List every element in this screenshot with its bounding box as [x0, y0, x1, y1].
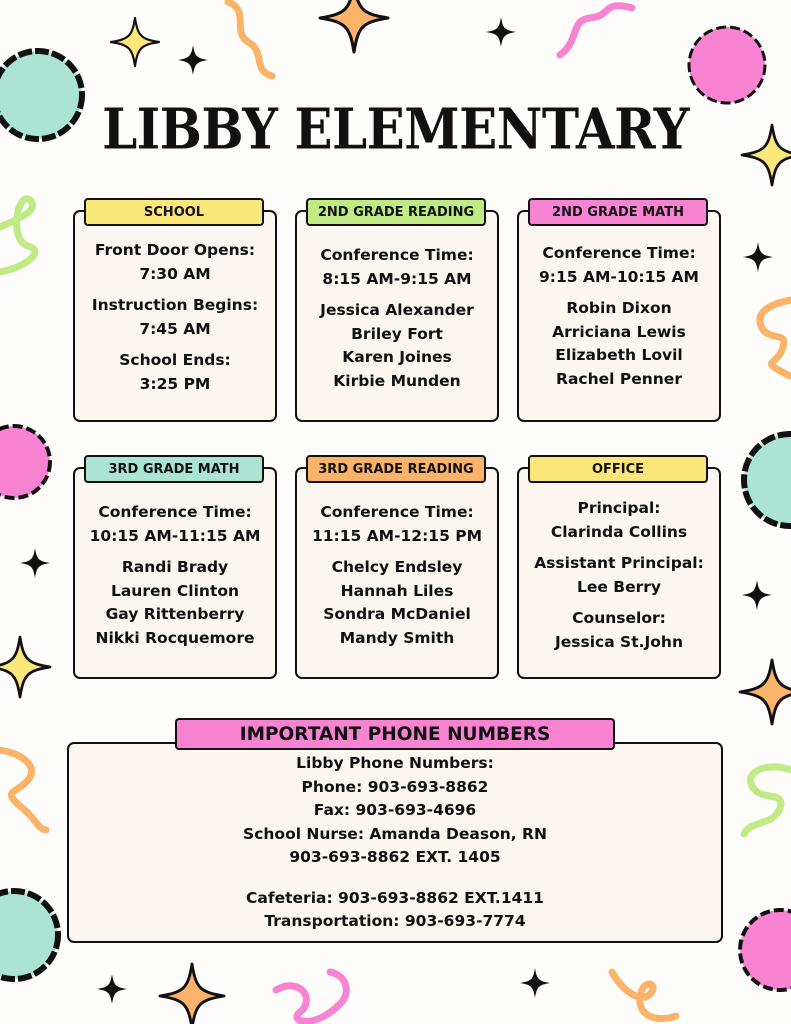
scallop-blob-icon [740, 910, 791, 990]
card-line: Jessica Alexander [320, 301, 474, 319]
card-school [73, 210, 277, 422]
sparkle-star-icon [160, 964, 224, 1024]
squiggle-ribbon-icon [0, 750, 46, 830]
card-line: Elizabeth Lovil [555, 346, 683, 364]
scallop-blob-icon [0, 426, 50, 498]
card-label-3rd-grade-reading: 3RD GRADE READING [306, 455, 486, 483]
scallop-blob-icon [744, 434, 791, 526]
card-3rd-grade-math [73, 467, 277, 679]
card-line: Arriciana Lewis [552, 322, 686, 341]
sparkle-star-icon [111, 18, 159, 66]
sparkle-star-icon [742, 580, 772, 610]
card-line: Lauren Clinton [110, 581, 240, 600]
sparkle-star-icon [743, 242, 773, 272]
sparkle-star-icon [740, 660, 791, 724]
card-line: Lee Berry [576, 577, 662, 596]
squiggle-ribbon-icon [228, 2, 272, 76]
card-label-3rd-grade-math: 3RD GRADE MATH [84, 455, 264, 483]
card-line: Jessica St.John [554, 632, 684, 651]
sparkle-star-icon [320, 0, 388, 52]
card-line: 9:15 AM-10:15 AM [539, 267, 699, 286]
card-3rd-grade-reading [295, 467, 499, 679]
card-line: Gay Rittenberry [105, 605, 245, 623]
page-title: LIBBY ELEMENTARY [102, 96, 689, 163]
card-line: Conference Time: [320, 246, 474, 264]
phone-numbers-label: IMPORTANT PHONE NUMBERS [175, 718, 615, 750]
card-line: Conference Time: [542, 244, 696, 262]
phone-numbers-body [67, 752, 723, 934]
squiggle-ribbon-icon [276, 972, 346, 1022]
squiggle-ribbon-icon [744, 767, 791, 834]
phone-line: Fax: 903-693-4696 [313, 801, 477, 819]
card-body [519, 242, 719, 391]
card-line: Hannah Liles [340, 581, 454, 600]
card-line: Sondra McDaniel [323, 605, 471, 623]
card-line: Briley Fort [351, 324, 443, 343]
squiggle-ribbon-icon [760, 300, 791, 376]
card-line: Robin Dixon [566, 299, 672, 317]
card-line: Counselor: [572, 609, 666, 627]
card-body [75, 239, 275, 396]
card-label-2nd-grade-math: 2ND GRADE MATH [528, 198, 708, 226]
phone-line: Libby Phone Numbers: [296, 754, 494, 772]
card-line: School Ends: [119, 351, 231, 369]
card-line: Instruction Begins: [91, 296, 259, 314]
card-line: Rachel Penner [556, 369, 682, 388]
card-label-2nd-grade-reading: 2ND GRADE READING [306, 198, 486, 226]
card-body [297, 501, 497, 650]
card-line: 8:15 AM-9:15 AM [322, 269, 472, 288]
sparkle-star-icon [97, 974, 127, 1004]
card-line: 11:15 AM-12:15 PM [311, 526, 483, 545]
card-line: 10:15 AM-11:15 AM [89, 526, 261, 545]
card-line: Chelcy Endsley [331, 558, 463, 576]
card-line: Clarinda Collins [550, 522, 688, 541]
card-label-school: SCHOOL [84, 198, 264, 226]
sparkle-star-icon [520, 968, 550, 998]
card-line: Principal: [577, 499, 661, 517]
card-line: 3:25 PM [139, 374, 211, 393]
card-line: Front Door Opens: [94, 241, 256, 259]
phone-line: Phone: 903-693-8862 [301, 777, 489, 796]
sparkle-star-icon [178, 45, 208, 75]
card-line: 7:45 AM [139, 319, 211, 338]
card-line: Conference Time: [320, 503, 474, 521]
card-2nd-grade-math [517, 210, 721, 422]
card-2nd-grade-reading [295, 210, 499, 422]
card-label-office: OFFICE [528, 455, 708, 483]
card-line: Conference Time: [98, 503, 252, 521]
card-office [517, 467, 721, 679]
sparkle-star-icon [0, 637, 50, 697]
squiggle-ribbon-icon [560, 6, 632, 55]
phone-line: Transportation: 903-693-7774 [264, 912, 526, 930]
card-line: Karen Joines [342, 348, 452, 366]
sparkle-star-icon [486, 17, 516, 47]
card-line: Assistant Principal: [534, 554, 704, 572]
card-body [297, 244, 497, 393]
sparkle-star-icon [20, 548, 50, 578]
phone-line: 903-693-8862 EXT. 1405 [289, 848, 501, 866]
card-body [519, 497, 719, 654]
squiggle-ribbon-icon [612, 972, 676, 1019]
card-line: Kirbie Munden [333, 371, 461, 390]
squiggle-ribbon-icon [0, 199, 35, 272]
card-line: Randi Brady [121, 558, 229, 576]
phone-line: Cafeteria: 903-693-8862 EXT.1411 [246, 888, 544, 907]
phone-line: School Nurse: Amanda Deason, RN [243, 824, 547, 843]
card-line: Mandy Smith [339, 628, 455, 647]
scallop-blob-icon [0, 891, 58, 979]
card-line: Nikki Rocquemore [95, 628, 255, 647]
card-body [75, 501, 275, 650]
card-line: 7:30 AM [139, 264, 211, 283]
scallop-blob-icon [689, 27, 765, 103]
